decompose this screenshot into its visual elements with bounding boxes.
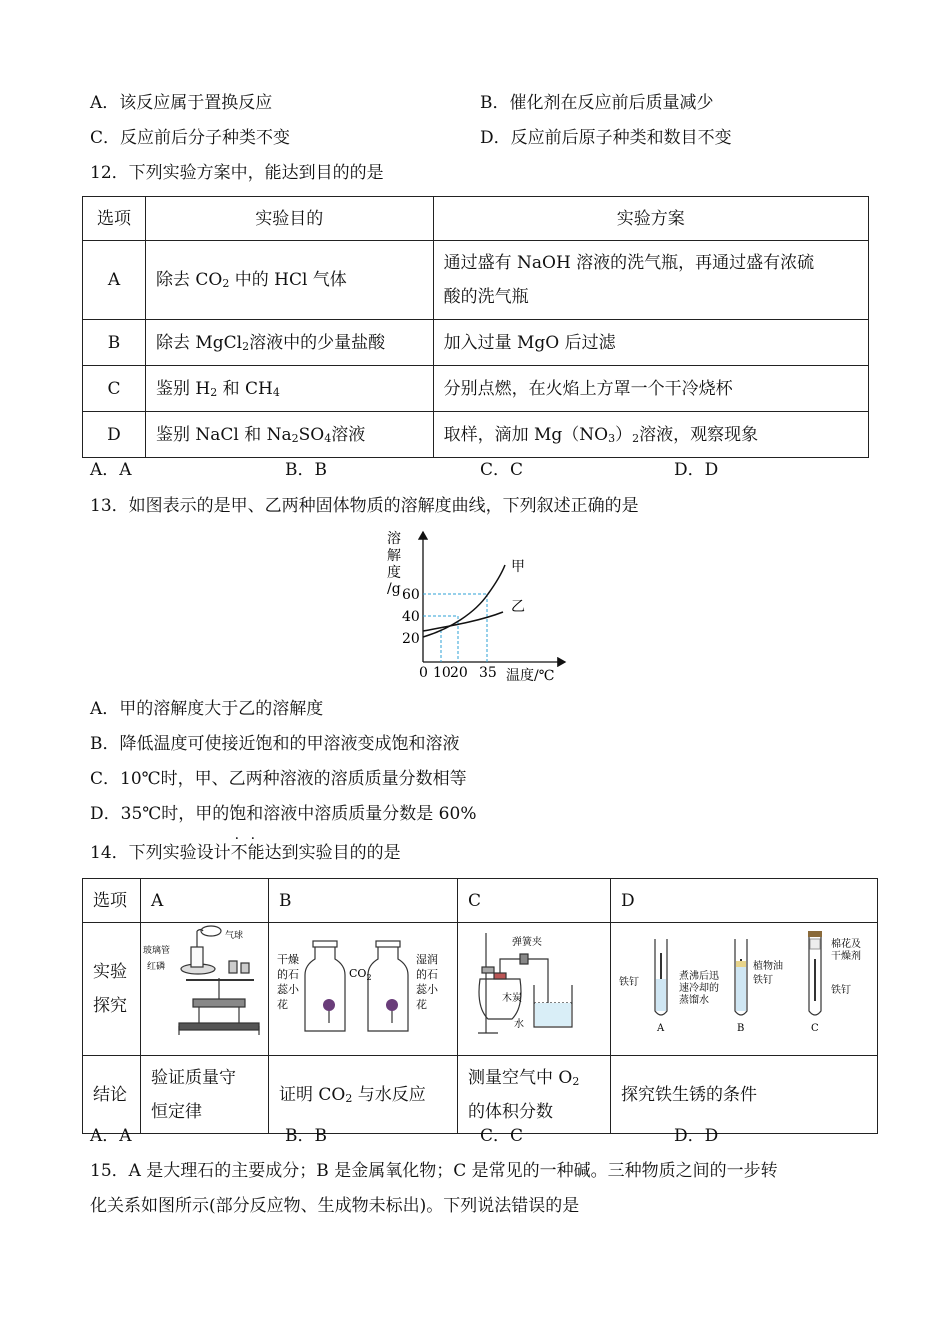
svg-text:的石: 的石 xyxy=(416,968,438,981)
svg-text:棉花及: 棉花及 xyxy=(831,939,861,950)
iron-rust-figure xyxy=(611,923,877,1043)
chart-xtick-20: 20 xyxy=(450,665,468,681)
q12-row-a-option: A xyxy=(83,241,146,320)
q13-option-b: B．降低温度可使接近饱和的甲溶液变成饱和溶液 xyxy=(90,734,460,754)
svg-text:干燥: 干燥 xyxy=(277,953,299,966)
svg-text:水: 水 xyxy=(514,1019,524,1030)
tube-c-stopper xyxy=(808,931,822,937)
q12-option-c: C．C xyxy=(480,460,524,480)
curve-jia xyxy=(423,565,505,637)
svg-text:弹簧夹: 弹簧夹 xyxy=(512,937,542,948)
chart-xtick-0: 0 xyxy=(419,665,428,681)
q14-figure-b-cell xyxy=(269,923,458,1056)
q12-row-a xyxy=(83,241,869,320)
chart-ylabel-1: 溶 xyxy=(387,531,401,547)
q14-header-b: B xyxy=(269,879,458,923)
q14-conclusion-c: 测量空气中 $O_2$ 的体积分数 xyxy=(458,1056,611,1134)
svg-text:湿润: 湿润 xyxy=(416,953,438,966)
q14-row-label-experiment: 实验 探究 xyxy=(83,923,141,1056)
q14-option-c: C．C xyxy=(480,1126,524,1146)
q14-option-b: B．B xyxy=(285,1126,327,1146)
q14-conclusion-d: 探究铁生锈的条件 xyxy=(611,1056,878,1134)
q12-header-goal: 实验目的 xyxy=(145,197,433,241)
series-yi-label: 乙 xyxy=(511,599,525,615)
q14-conclusion-b: 证明 $CO_2$ 与水反应 xyxy=(269,1056,458,1134)
svg-text:花: 花 xyxy=(277,998,288,1011)
q11-option-b: B．催化剂在反应前后质量减少 xyxy=(480,93,714,113)
svg-text:蕊小: 蕊小 xyxy=(277,983,299,996)
svg-text:花: 花 xyxy=(416,998,427,1011)
q14-header-c: C xyxy=(458,879,611,923)
q14-emphasis: · · 不能 xyxy=(230,831,265,863)
chart-ylabel-3: 度 xyxy=(387,565,401,581)
tube-b-oil xyxy=(736,961,746,967)
q12-row-d-option: D xyxy=(83,412,146,458)
q14-header-d: D xyxy=(611,879,878,923)
fig-a-label-tube: 玻璃管 xyxy=(143,946,171,956)
q11-option-c: C．反应前后分子种类不变 xyxy=(90,128,291,148)
q14-option-a: A．A xyxy=(90,1126,132,1146)
wet-litmus-flower xyxy=(386,999,398,1011)
chart-xtick-10: 10 xyxy=(433,665,451,681)
svg-text:蕊小: 蕊小 xyxy=(416,983,438,996)
q11-option-d: D．反应前后原子种类和数目不变 xyxy=(480,128,732,148)
q14-conclusion-a: 验证质量守 恒定律 xyxy=(141,1056,269,1134)
q12-header-row xyxy=(83,197,869,241)
q12-header-plan: 实验方案 xyxy=(433,197,868,241)
curve-yi xyxy=(423,612,503,631)
tube-c-cotton xyxy=(810,939,820,949)
q12-option-a: A．A xyxy=(90,460,132,480)
q14-figure-a-cell xyxy=(141,923,269,1056)
svg-text:木炭: 木炭 xyxy=(502,993,522,1004)
fig-a-label-balloon: 气球 xyxy=(225,931,244,941)
q14-header-row xyxy=(83,879,878,923)
q12-options xyxy=(0,459,950,483)
q12-row-b-goal: 除去 MgCl$_2$溶液中的少量盐酸 xyxy=(145,320,433,366)
q14-header-option: 选项 xyxy=(83,879,141,923)
q14-table xyxy=(82,878,878,1134)
q12-row-a-goal: 除去 $CO_2$ 中的 HCl 气体 xyxy=(145,241,433,320)
q12-row-c-plan: 分别点燃，在火焰上方罩一个干冷烧杯 xyxy=(433,366,868,412)
balance-apparatus-figure xyxy=(141,923,268,1043)
chart-ylabel-4: /g xyxy=(387,581,401,597)
q12-row-b-option: B xyxy=(83,320,146,366)
q11-option-a: A．该反应属于置换反应 xyxy=(90,93,273,113)
svg-text:铁钉: 铁钉 xyxy=(831,985,851,996)
svg-text:蒸馏水: 蒸馏水 xyxy=(679,995,709,1006)
q14-header-a: A xyxy=(141,879,269,923)
chart-ytick-60: 60 xyxy=(402,587,420,603)
chart-ytick-40: 40 xyxy=(402,609,420,625)
svg-text:C: C xyxy=(811,1023,819,1034)
q12-row-c-goal: 鉴别 $H_2$ 和 $CH_4$ xyxy=(145,366,433,412)
beaker-water xyxy=(535,1003,571,1026)
q14-conclusion-row xyxy=(83,1056,878,1134)
q12-option-b: B．B xyxy=(285,460,327,480)
series-jia-label: 甲 xyxy=(511,559,525,575)
svg-text:铁钉: 铁钉 xyxy=(753,975,773,986)
svg-text:植物油: 植物油 xyxy=(753,961,783,972)
q12-stem: 12．下列实验方案中，能达到目的的是 xyxy=(90,163,384,183)
q12-row-d xyxy=(83,412,869,458)
svg-text:铁钉: 铁钉 xyxy=(619,977,639,988)
q12-header-option: 选项 xyxy=(83,197,146,241)
litmus-flower-figure xyxy=(269,923,457,1043)
tube-b-water xyxy=(736,967,746,1011)
svg-text:速冷却的: 速冷却的 xyxy=(679,983,719,994)
q12-row-d-goal: 鉴别 NaCl 和 $Na_2SO_4$溶液 xyxy=(145,412,433,458)
q12-row-a-plan: 通过盛有 NaOH 溶液的洗气瓶，再通过盛有浓硫 酸的洗气瓶 xyxy=(433,241,868,320)
q13-option-d: D．35℃时，甲的饱和溶液中溶质质量分数是 60% xyxy=(90,804,477,824)
chart-xtick-35: 35 xyxy=(479,665,497,681)
q14-options xyxy=(0,1125,950,1149)
air-oxygen-figure xyxy=(458,923,610,1043)
q12-row-b xyxy=(83,320,869,366)
q15-stem-line2: 化关系如图所示(部分反应物、生成物未标出)。下列说法错误的是 xyxy=(90,1196,580,1216)
q12-row-c xyxy=(83,366,869,412)
tube-a-water xyxy=(656,979,666,1011)
svg-text:CO2: $CO_2$ xyxy=(349,967,372,982)
q12-option-d: D．D xyxy=(674,460,719,480)
chart-ylabel-2: 解 xyxy=(387,548,401,564)
q12-table xyxy=(82,196,869,458)
q14-option-d: D．D xyxy=(674,1126,719,1146)
svg-text:的石: 的石 xyxy=(277,968,299,981)
q13-option-a: A．甲的溶解度大于乙的溶解度 xyxy=(90,699,324,719)
svg-text:煮沸后迅: 煮沸后迅 xyxy=(679,971,719,982)
chart-xlabel: 温度/℃ xyxy=(506,668,555,684)
q12-row-b-plan: 加入过量 MgO 后过滤 xyxy=(433,320,868,366)
svg-text:A: A xyxy=(657,1023,665,1034)
q13-stem: 13．如图表示的是甲、乙两种固体物质的溶解度曲线，下列叙述正确的是 xyxy=(90,496,639,516)
q14-row-label-conclusion: 结论 xyxy=(83,1056,141,1134)
q12-row-c-option: C xyxy=(83,366,146,412)
svg-text:干燥剂: 干燥剂 xyxy=(831,951,861,962)
q15-stem-line1: 15．A 是大理石的主要成分；B 是金属氧化物；C 是常见的一种碱。三种物质之间的一步转 xyxy=(90,1161,778,1181)
dashed-guides xyxy=(423,594,487,662)
dry-litmus-flower xyxy=(323,999,335,1011)
q13-option-c: C．10℃时，甲、乙两种溶液的溶质质量分数相等 xyxy=(90,769,467,789)
q12-row-d-plan: 取样，滴加 $Mg(NO_3)_2$溶液，观察现象 xyxy=(433,412,868,458)
fig-a-label-phosphorus: 红磷 xyxy=(147,962,166,972)
solubility-chart xyxy=(380,525,580,690)
q14-stem: 14．下列实验设计 · · 不能达到实验目的的是 xyxy=(90,831,401,863)
svg-text:B: B xyxy=(737,1023,745,1034)
chart-ytick-20: 20 xyxy=(402,631,420,647)
q14-figure-c-cell xyxy=(458,923,611,1056)
q14-figure-row xyxy=(83,923,878,1056)
q14-figure-d-cell xyxy=(611,923,878,1056)
